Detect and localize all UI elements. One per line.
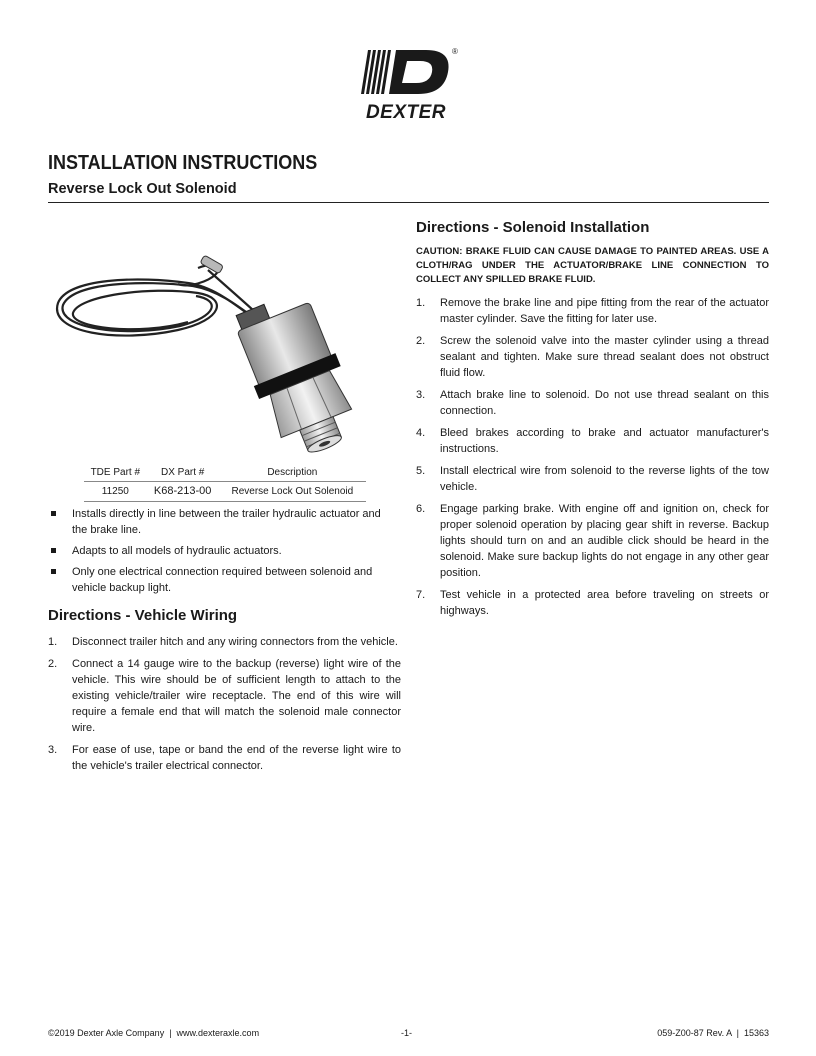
step-text: Install electrical wire from solenoid to the reverse lights of the tow vehicle.: [440, 465, 769, 493]
feature-list: [48, 506, 393, 601]
description-cell: Reverse Lock Out Solenoid: [219, 482, 366, 502]
list-item: [48, 656, 401, 736]
feature-text: Only one electrical connection required between solenoid and vehicle backup light.: [72, 566, 373, 594]
footer-page-number: -1-: [401, 1028, 412, 1038]
step-text: For ease of use, tape or band the end of the reverse light wire to the vehicle's trailer electrical connector.: [72, 744, 401, 772]
step-text: Remove the brake line and pipe fitting from the rear of the actuator master cylinder. Save the fitting for later use.: [440, 297, 769, 325]
tde-part-cell: 11250: [84, 482, 147, 502]
column-header-description: Description: [267, 467, 318, 478]
step-text: Screw the solenoid valve into the master cylinder using a thread sealant and tighten. Make sure thread sealant does not obstruct fluid flow.: [440, 335, 769, 379]
step-number: 6.: [416, 503, 426, 515]
column-header-tde-part: TDE Part #: [90, 467, 141, 478]
caution-notice: CAUTION: BRAKE FLUID CAN CAUSE DAMAGE TO PAINTED AREAS. USE A CLOTH/RAG UNDER THE ACTUATOR/BRAKE LINE CONNECTION TO COLLECT ANY SPILLED BRAKE FLUID.: [416, 246, 769, 285]
logo-wordmark: DEXTER: [365, 102, 447, 123]
list-item: [48, 634, 401, 650]
step-number: 2.: [48, 658, 58, 670]
dx-part-cell: K68-213-00: [147, 482, 219, 502]
step-text: Attach brake line to solenoid. Do not use thread sealant on this connection.: [440, 389, 769, 417]
step-text: Connect a 14 gauge wire to the backup (reverse) light wire of the vehicle. This wire should be of sufficient length to attach to the existing vehicle/trailer wire receptacle. The end of this wire will require a female end that will match the solenoid male connector wire.: [72, 658, 401, 734]
bullet-icon: [51, 548, 56, 553]
list-item: [416, 501, 769, 581]
bullet-icon: [51, 569, 56, 574]
step-text: Bleed brakes according to brake and actuator manufacturer's instructions.: [440, 427, 769, 455]
list-item: [416, 333, 769, 381]
document-title: INSTALLATION INSTRUCTIONS: [48, 152, 318, 174]
feature-text: Adapts to all models of hydraulic actuators.: [72, 545, 282, 557]
step-number: 5.: [416, 465, 426, 477]
step-number: 7.: [416, 589, 426, 601]
column-header-dx-part: DX Part #: [160, 467, 205, 478]
document-subtitle: Reverse Lock Out Solenoid: [48, 181, 237, 197]
step-number: 1.: [48, 636, 58, 648]
parts-table-header-row: [84, 466, 366, 482]
step-number: 3.: [416, 389, 426, 401]
solenoid-installation-heading: Directions - Solenoid Installation: [416, 219, 650, 236]
list-item: [416, 587, 769, 619]
list-item: [48, 506, 393, 538]
footer-copyright: ©2019 Dexter Axle Company | www.dexteraxle.com: [48, 1028, 260, 1038]
list-item: [416, 295, 769, 327]
footer-document-number: 059-Z00-87 Rev. A | 15363: [657, 1028, 769, 1038]
bullet-icon: [51, 511, 56, 516]
step-number: 4.: [416, 427, 426, 439]
header-divider: [48, 202, 769, 203]
list-item: [48, 564, 393, 596]
list-item: [48, 543, 393, 559]
vehicle-wiring-steps: [48, 634, 401, 780]
step-text: Disconnect trailer hitch and any wiring connectors from the vehicle.: [72, 636, 398, 648]
table-row: [84, 482, 366, 502]
list-item: [416, 463, 769, 495]
step-number: 3.: [48, 744, 58, 756]
svg-text:®: ®: [452, 47, 458, 56]
solenoid-product-illustration: [48, 248, 398, 458]
step-text: Test vehicle in a protected area before traveling on streets or highways.: [440, 589, 769, 617]
vehicle-wiring-heading: Directions - Vehicle Wiring: [48, 607, 238, 624]
step-number: 2.: [416, 335, 426, 347]
feature-text: Installs directly in line between the trailer hydraulic actuator and the brake line.: [72, 508, 381, 536]
list-item: [416, 425, 769, 457]
step-number: 1.: [416, 297, 426, 309]
parts-table: [84, 466, 366, 502]
dexter-d-mark-icon: [360, 44, 460, 100]
step-text: Engage parking brake. With engine off and ignition on, check for proper solenoid operation by placing gear shift in reverse. Backup lights should turn on and an audible click should be heard in the solenoid. Make sure backup lights do not engage in any other gear position.: [440, 503, 769, 579]
list-item: [416, 387, 769, 419]
dexter-logo: [360, 44, 460, 124]
list-item: [48, 742, 401, 774]
solenoid-installation-steps: [416, 295, 769, 625]
